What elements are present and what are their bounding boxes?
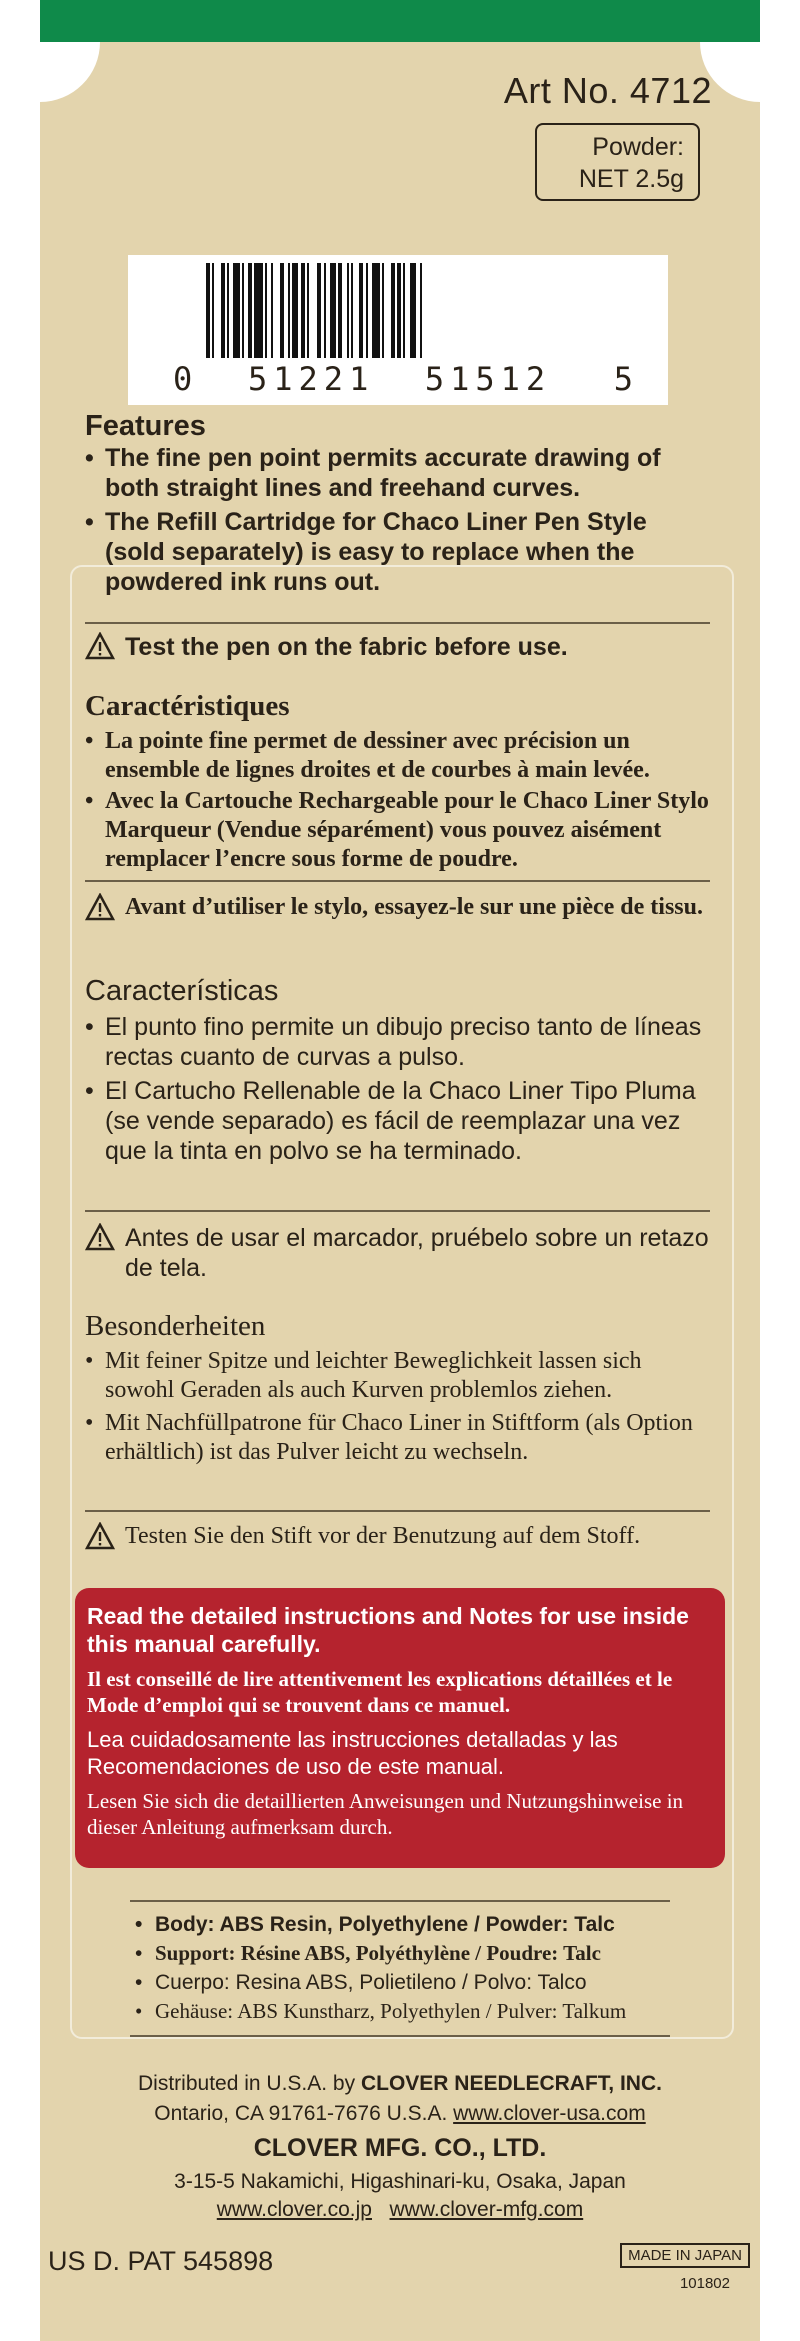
notice-en: Read the detailed instructions and Notes for use inside this manual carefully. [87,1603,689,1657]
manufacturer-name: CLOVER MFG. CO., LTD. [253,2134,547,2162]
barcode-bar [254,263,262,358]
barcode-bar [420,263,422,358]
warning-text-es: Antes de usar el marcador, pruébelo sobre un retazo de tela. [125,1224,709,1282]
barcode-digits-middle: 51221 51512 [248,360,552,398]
material-en: • Body: ABS Resin, Polyethylene / Powder: Talc [135,1912,695,1937]
made-in-badge: MADE IN JAPAN [620,2243,750,2268]
manufacturer-url-1[interactable]: www.clover.co.jp [216,2198,372,2221]
distributor-url[interactable]: www.clover-usa.com [453,2102,646,2125]
barcode-bar [292,263,298,358]
divider [85,1210,710,1212]
green-strip [40,0,760,42]
distributor-name: CLOVER NEEDLECRAFT, INC. [360,2072,662,2095]
features-section-en [85,410,710,597]
material-de: • Gehäuse: ABS Kunstharz, Polyethylen / Pulver: Talkum [135,1999,695,2024]
feature-es-2: • El Cartucho Rellenable de la Chaco Liner Tipo Pluma (se vende separado) es fácil de reemplazar una vez que la tinta en polvo se ha terminado. [85,1076,710,1166]
barcode-bar [242,263,244,358]
art-number: Art No. 4712 [503,70,712,111]
distributor-prefix: Distributed in U.S.A. by [138,2072,356,2095]
barcode-bars [206,263,588,358]
barcode-bar [330,263,336,358]
divider [130,1900,670,1902]
warning-triangle-icon [85,1223,115,1251]
barcode-bar [212,263,214,358]
features-section-fr [85,690,710,874]
divider [85,880,710,882]
divider [85,1510,710,1512]
barcode-bar [248,263,252,358]
barcode-bar [324,263,326,358]
feature-es-1: • El punto fino permite un dibujo preciso tanto de líneas rectas cuanto de curvas a pulso. [85,1012,710,1072]
notice-fr: Il est conseillé de lire attentivement les explications détaillées et le Mode d’emploi qui se trouvent dans ce manuel. [87,1667,673,1717]
barcode-bar [359,263,363,358]
instructions-notice [75,1588,725,1868]
heading-fr: Caractéristiques [85,690,290,722]
barcode-bar [347,263,349,358]
patent-number: US D. PAT 545898 [48,2246,274,2276]
barcode-bar [397,263,401,358]
distributor-address: Ontario, CA 91761-7676 U.S.A. [154,2102,448,2125]
barcode-bar [410,263,416,358]
barcode-bar [403,263,405,358]
warning-text-en: Test the pen on the fabric before use. [125,633,568,661]
material-es: • Cuerpo: Resina ABS, Polietileno / Polvo: Talco [135,1970,695,1995]
material-fr: • Support: Résine ABS, Polyéthylène / Poudre: Talc [135,1941,695,1966]
barcode-bar [391,263,395,358]
barcode-bar [351,263,353,358]
barcode [128,255,668,405]
barcode-digit-last: 5 [613,360,633,398]
warning-triangle-icon [85,893,115,921]
barcode-bar [233,263,239,358]
heading-en: Features [85,410,206,442]
barcode-digit-first: 0 [173,360,193,398]
barcode-bar [206,263,210,358]
warning-triangle-icon [85,1522,115,1550]
hang-notch-left [40,42,100,102]
barcode-bar [265,263,267,358]
barcode-bar [221,263,225,358]
feature-en-2: • The Refill Cartridge for Chaco Liner Pen Style (sold separately) is easy to replace when the powdered ink runs out. [85,507,710,597]
heading-de: Besonderheiten [85,1310,266,1342]
divider [85,622,710,624]
barcode-bar [366,263,368,358]
barcode-bar [338,263,342,358]
features-section-de [85,1310,710,1467]
manufacturer-address: 3-15-5 Nakamichi, Higashinari-ku, Osaka, Japan [174,2170,626,2193]
divider [130,2035,670,2037]
features-section-es [85,975,710,1166]
barcode-bar [288,263,290,358]
feature-fr-2: • Avec la Cartouche Rechargeable pour le Chaco Liner Stylo Marqueur (Vendue séparément) vous pouvez aisément remplacer l’encre sous forme de poudre. [85,787,710,874]
feature-de-1: • Mit feiner Spitze und leichter Beweglichkeit lassen sich sowohl Geraden als auch Kurven problemlos ziehen. [85,1347,710,1405]
barcode-bar [382,263,384,358]
warning-de [85,1522,710,1551]
barcode-bar [227,263,229,358]
barcode-bar [301,263,305,358]
warning-fr [85,893,710,922]
barcode-bar [280,263,284,358]
distributor-address-line [0,2102,800,2126]
manufacturer-urls [0,2198,800,2222]
notice-de: Lesen Sie sich die detaillierten Anweisungen und Nutzungshinweise in dieser Anleitung aufmerksam durch. [87,1789,684,1839]
warning-text-de: Testen Sie den Stift vor der Benutzung auf dem Stoff. [125,1523,641,1549]
materials [135,1912,695,2024]
heading-es: Características [85,975,279,1007]
barcode-bar [271,263,273,358]
barcode-bar [307,263,309,358]
net-weight-box [535,123,700,201]
warning-en [85,632,710,662]
barcode-bar [317,263,321,358]
net-line1: Powder: [592,133,684,161]
feature-fr-1: • La pointe fine permet de dessiner avec précision un ensemble de lignes droites et de courbes à main levée. [85,727,710,785]
distributor-line [0,2072,800,2096]
feature-en-1: • The fine pen point permits accurate drawing of both straight lines and freehand curves. [85,443,710,503]
net-line2: NET 2.5g [578,165,684,193]
feature-de-2: • Mit Nachfüllpatrone für Chaco Liner in Stiftform (als Option erhältlich) ist das Pulver leicht zu wechseln. [85,1409,710,1467]
warning-text-fr: Avant d’utiliser le stylo, essayez-le sur une pièce de tissu. [125,894,703,920]
warning-es [85,1223,710,1283]
product-code: 101802 [679,2275,730,2292]
manufacturer-url-2[interactable]: www.clover-mfg.com [389,2198,584,2221]
barcode-bar [372,263,380,358]
notice-es: Lea cuidadosamente las instrucciones detalladas y las Recomendaciones de uso de este manual. [87,1727,618,1779]
warning-triangle-icon [85,632,115,660]
